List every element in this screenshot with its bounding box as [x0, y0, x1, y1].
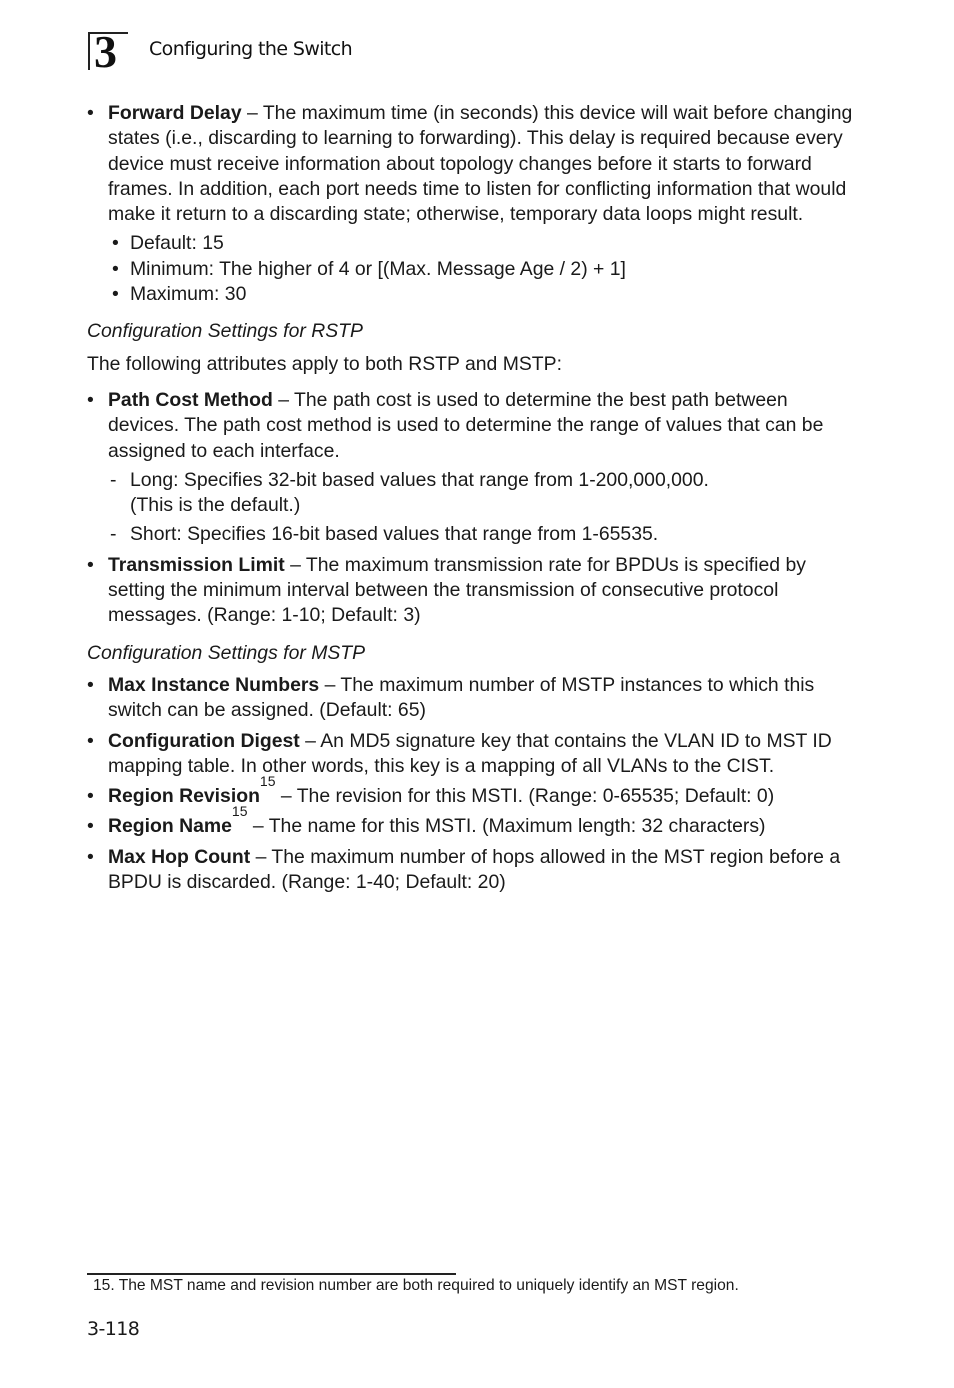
config-digest-item [87, 729, 857, 780]
path-cost-description: – The path cost is used to determine the best path between devices. The path cost method is used to determine the range of values that can be assigned to each interface. [108, 388, 824, 462]
transmission-limit-item [87, 553, 857, 629]
region-name-footnote-ref: 15 [231, 803, 248, 820]
region-name-description: – The name for this MSTI. (Maximum length: 32 characters) [247, 815, 766, 838]
forward-delay-item [87, 101, 857, 307]
forward-delay-term: Forward Delay [108, 102, 242, 124]
footnote-divider [87, 1273, 456, 1275]
page-content [87, 101, 857, 900]
path-cost-long [108, 468, 857, 519]
region-revision-item [87, 773, 857, 809]
region-revision-term: Region Revision [108, 785, 260, 808]
max-hop-count-item [87, 845, 857, 896]
path-cost-short: - Short: Specifies 16-bit based values that range from 1-65535. [108, 522, 857, 547]
forward-delay-minimum: • Minimum: The higher of 4 or [(Max. Message Age / 2) + 1] [108, 257, 857, 282]
mstp-heading: Configuration Settings for MSTP [87, 641, 366, 664]
max-instance-term: Max Instance Numbers [108, 673, 320, 696]
max-instance-description: – The maximum number of MSTP instances to which this switch can be assigned. (Default: 65) [108, 673, 815, 722]
max-instance-item [87, 673, 857, 724]
region-name-term: Region Name [108, 815, 232, 838]
footnote-15: 15. The MST name and revision number are both required to uniquely identify an MST region. [93, 1277, 739, 1294]
forward-delay-description: – The maximum time (in seconds) this device will wait before changing states (i.e., discarding to learning to forwarding). This delay is required because every device must receive information about topology changes before it starts to forward frames. In addition, each port needs time to listen for conflicting information that would make it return to a discarding state; otherwise, temporary data loops might result. [108, 102, 853, 226]
config-digest-description: – An MD5 signature key that contains the VLAN ID to MST ID mapping table. In other words, this key is a mapping of all VLANs to the CIST. [108, 729, 832, 777]
page-number: 3-118 [87, 1318, 140, 1340]
chapter-number-box [88, 26, 128, 77]
region-revision-footnote-ref: 15 [259, 773, 276, 790]
path-cost-term: Path Cost Method [108, 388, 273, 411]
max-hop-count-description: – The maximum number of hops allowed in the MST region before a BPDU is discarded. (Range: 1-40; Default: 20) [108, 845, 841, 894]
region-revision-description: – The revision for this MSTI. (Range: 0-65535; Default: 0) [275, 785, 775, 808]
path-cost-options [108, 468, 857, 548]
config-digest-term: Configuration Digest [108, 729, 300, 752]
forward-delay-values [108, 231, 857, 307]
chapter-number: 3 [94, 26, 117, 77]
region-name-item [87, 803, 857, 839]
max-hop-count-term: Max Hop Count [108, 845, 251, 868]
transmission-limit-description: – The maximum transmission rate for BPDUs is specified by setting the minimum interval between the transmission of consecutive protocol messages. (Range: 1-10; Default: 3) [108, 553, 806, 627]
chapter-title: Configuring the Switch [149, 38, 353, 60]
rstp-heading: Configuration Settings for RSTP [87, 320, 363, 343]
forward-delay-maximum: • Maximum: 30 [108, 282, 857, 307]
rstp-intro: The following attributes apply to both RSTP and MSTP: [87, 352, 562, 375]
path-cost-long-text: Long: Specifies 32-bit based values that range from 1-200,000,000. [130, 468, 709, 491]
transmission-limit-term: Transmission Limit [108, 553, 285, 576]
path-cost-long-note: (This is the default.) [130, 494, 301, 517]
path-cost-item [87, 388, 857, 548]
forward-delay-default: • Default: 15 [108, 231, 857, 256]
